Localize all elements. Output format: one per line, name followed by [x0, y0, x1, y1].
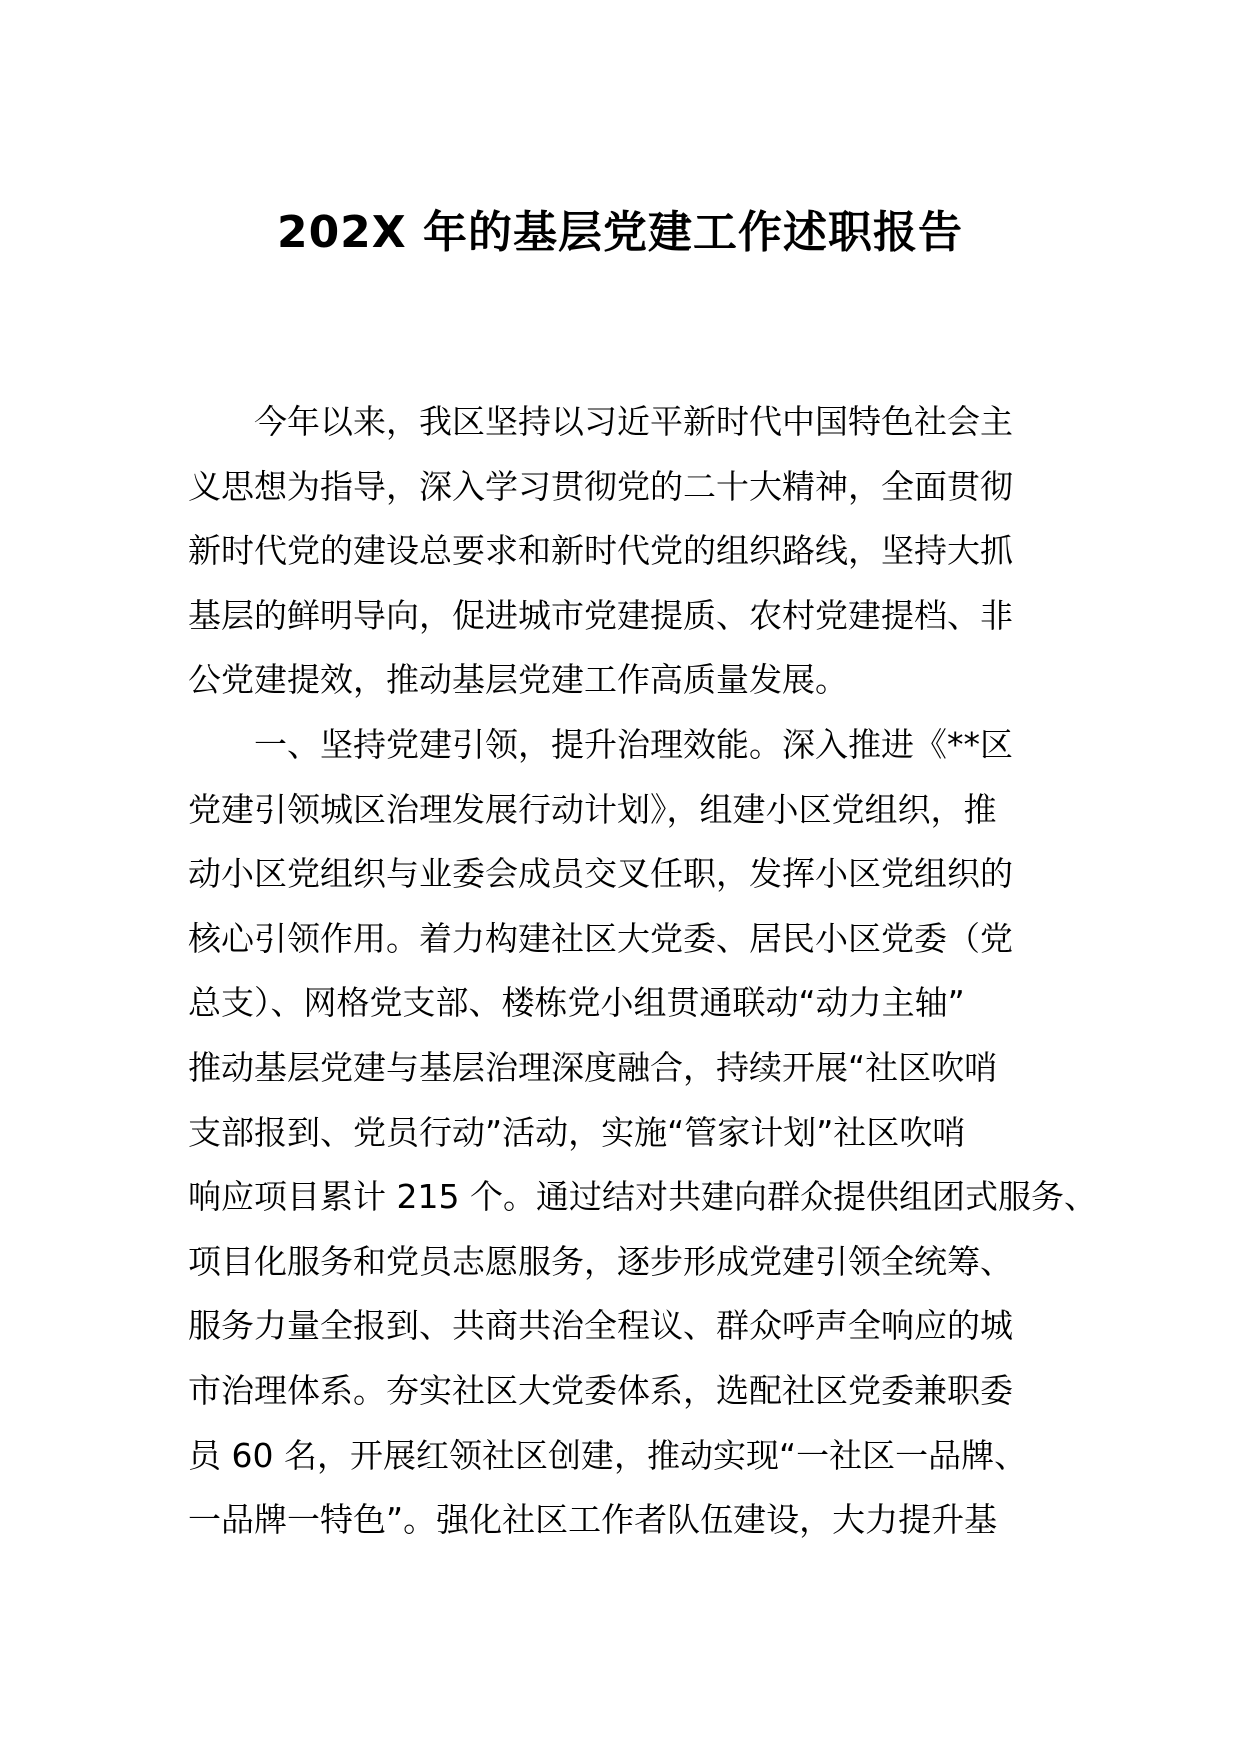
paragraph-2-line-2: 党建引领城区治理发展行动计划》，组建小区党组织，推: [188, 789, 997, 829]
paragraph-2-line-7: 支部报到、党员行动”活动，实施“管家计划”社区吹哨: [188, 1112, 966, 1152]
document-body: [188, 390, 1097, 1553]
paragraph-2-line-10: 服务力量全报到、共商共治全程议、群众呼声全响应的城: [188, 1306, 1013, 1346]
paragraph-2-line-9: 项目化服务和党员志愿服务，逐步形成党建引领全统筹、: [188, 1241, 1013, 1281]
paragraph-2-line-1: 一、坚持党建引领，提升治理效能。深入推进《**区: [254, 724, 1013, 764]
paragraph-2-line-13: 一品牌一特色”。强化社区工作者队伍建设，大力提升基: [188, 1500, 998, 1540]
paragraph-2-line-11: 市治理体系。夯实社区大党委体系，选配社区党委兼职委: [188, 1370, 1013, 1410]
paragraph-2-line-6: 推动基层党建与基层治理深度融合，持续开展“社区吹哨: [188, 1047, 998, 1087]
paragraph-1-line-1: 今年以来，我区坚持以习近平新时代中国特色社会主: [254, 402, 1013, 441]
document-title: 202X 年的基层党建工作述职报告: [276, 207, 964, 258]
paragraph-1-line-5: 公党建提效，推动基层党建工作高质量发展。: [188, 660, 848, 700]
paragraph-2-line-5: 总支）、网格党支部、楼栋党小组贯通联动“动力主轴”: [188, 983, 965, 1023]
paragraph-1-line-2: 义思想为指导，深入学习贯彻党的二十大精神，全面贯彻: [188, 466, 1013, 506]
paragraph-2-line-8: 响应项目累计 215 个。通过结对共建向群众提供组团式服务、: [188, 1177, 1097, 1217]
paragraph-2-line-4: 核心引领作用。着力构建社区大党委、居民小区党委（党: [188, 918, 1013, 958]
paragraph-2-line-3: 动小区党组织与业委会成员交叉任职，发挥小区党组织的: [188, 854, 1013, 894]
paragraph-1-line-4: 基层的鲜明导向，促进城市党建提质、农村党建提档、非: [188, 595, 1013, 635]
paragraph-1-line-3: 新时代党的建设总要求和新时代党的组织路线，坚持大抓: [188, 531, 1013, 571]
paragraph-2-line-12: 员 60 名，开展红领社区创建，推动实现“一社区一品牌、: [188, 1435, 1028, 1475]
